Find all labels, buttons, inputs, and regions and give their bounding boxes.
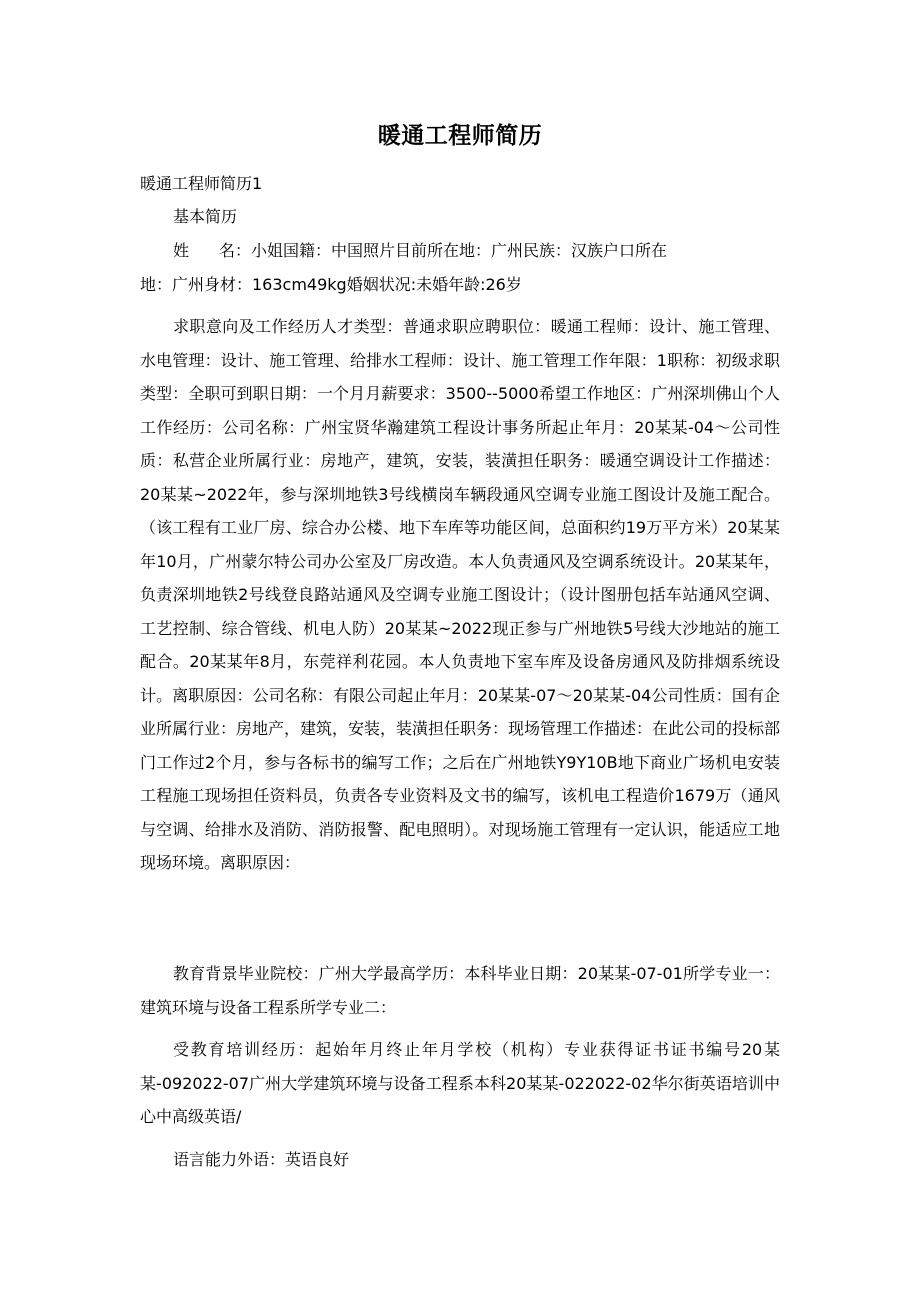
basic-info-line-1 [140, 234, 780, 268]
name-label-a: 姓 [173, 241, 190, 260]
job-experience-paragraph: 求职意向及工作经历人才类型：普通求职应聘职位：暖通工程师：设计、施工管理、水电管理：设计、施工管理、给排水工程师：设计、施工管理工作年限：1职称：初级求职类型：全职可到职日期：一个月月薪要求：3500--5000希望工作地区：广州深圳佛山个人工作经历：公司名称：广州宝贤华瀚建筑工程设计事务所起止年月：20某某-04～公司性质：私营企业所属行业：房地产，建筑，安装，装潢担任职务：暖通空调设计工作描述：20某某~2022年，参与深圳地铁3号线横岗车辆段通风空调专业施工图设计及施工配合。（该工程有工业厂房、综合办公楼、地下车库等功能区间，总面积约19万平方米）20某某年10月，广州蒙尔特公司办公室及厂房改造。本人负责通风及空调系统设计。20某某年，负责深圳地铁2号线登良路站通风及空调专业施工图设计；（设计图册包括车站通风空调、工艺控制、综合管线、机电人防）20某某~2022现正参与广州地铁5号线大沙地站的施工配合。20某某年8月，东莞祥利花园。本人负责地下室车库及设备房通风及防排烟系统设计。离职原因：公司名称：有限公司起止年月：20某某-07～20某某-04公司性质：国有企业所属行业：房地产，建筑，安装，装潢担任职务：现场管理工作描述：在此公司的投标部门工作过2个月，参与各标书的编写工作；之后在广州地铁Y9Y10B地下商业广场机电安装工程施工现场担任资料员，负责各专业资料及文书的编写，该机电工程造价1679万（通风与空调、给排水及消防、消防报警、配电照明）。对现场施工管理有一定认识，能适应工地现场环境。离职原因： [140, 317, 781, 872]
training-paragraph: 受教育培训经历：起始年月终止年月学校（机构）专业获得证书证书编号20某某-092022-07广州大学建筑环境与设备工程系本科20某某-022022-02华尔街英语培训中心中高级英语/ [140, 1040, 780, 1126]
document-subtitle: 暖通工程师简历1 [140, 174, 263, 193]
basic-info-line-2: 地：广州身材：163cm49kg婚姻状况:未婚年龄:26岁 [140, 275, 522, 294]
education-paragraph: 教育背景毕业院校：广州大学最高学历：本科毕业日期：20某某-07-01所学专业一：建筑环境与设备工程系所学专业二： [140, 964, 780, 1017]
basic-heading: 基本简历 [173, 207, 238, 226]
document-title: 暖通工程师简历 [377, 123, 543, 149]
name-label-b: 名： [219, 241, 252, 260]
basic-info-line-1-rest: 小姐国籍：中国照片目前所在地：广州民族：汉族户口所在 [251, 241, 668, 260]
language-paragraph: 语言能力外语：英语良好 [173, 1150, 350, 1169]
